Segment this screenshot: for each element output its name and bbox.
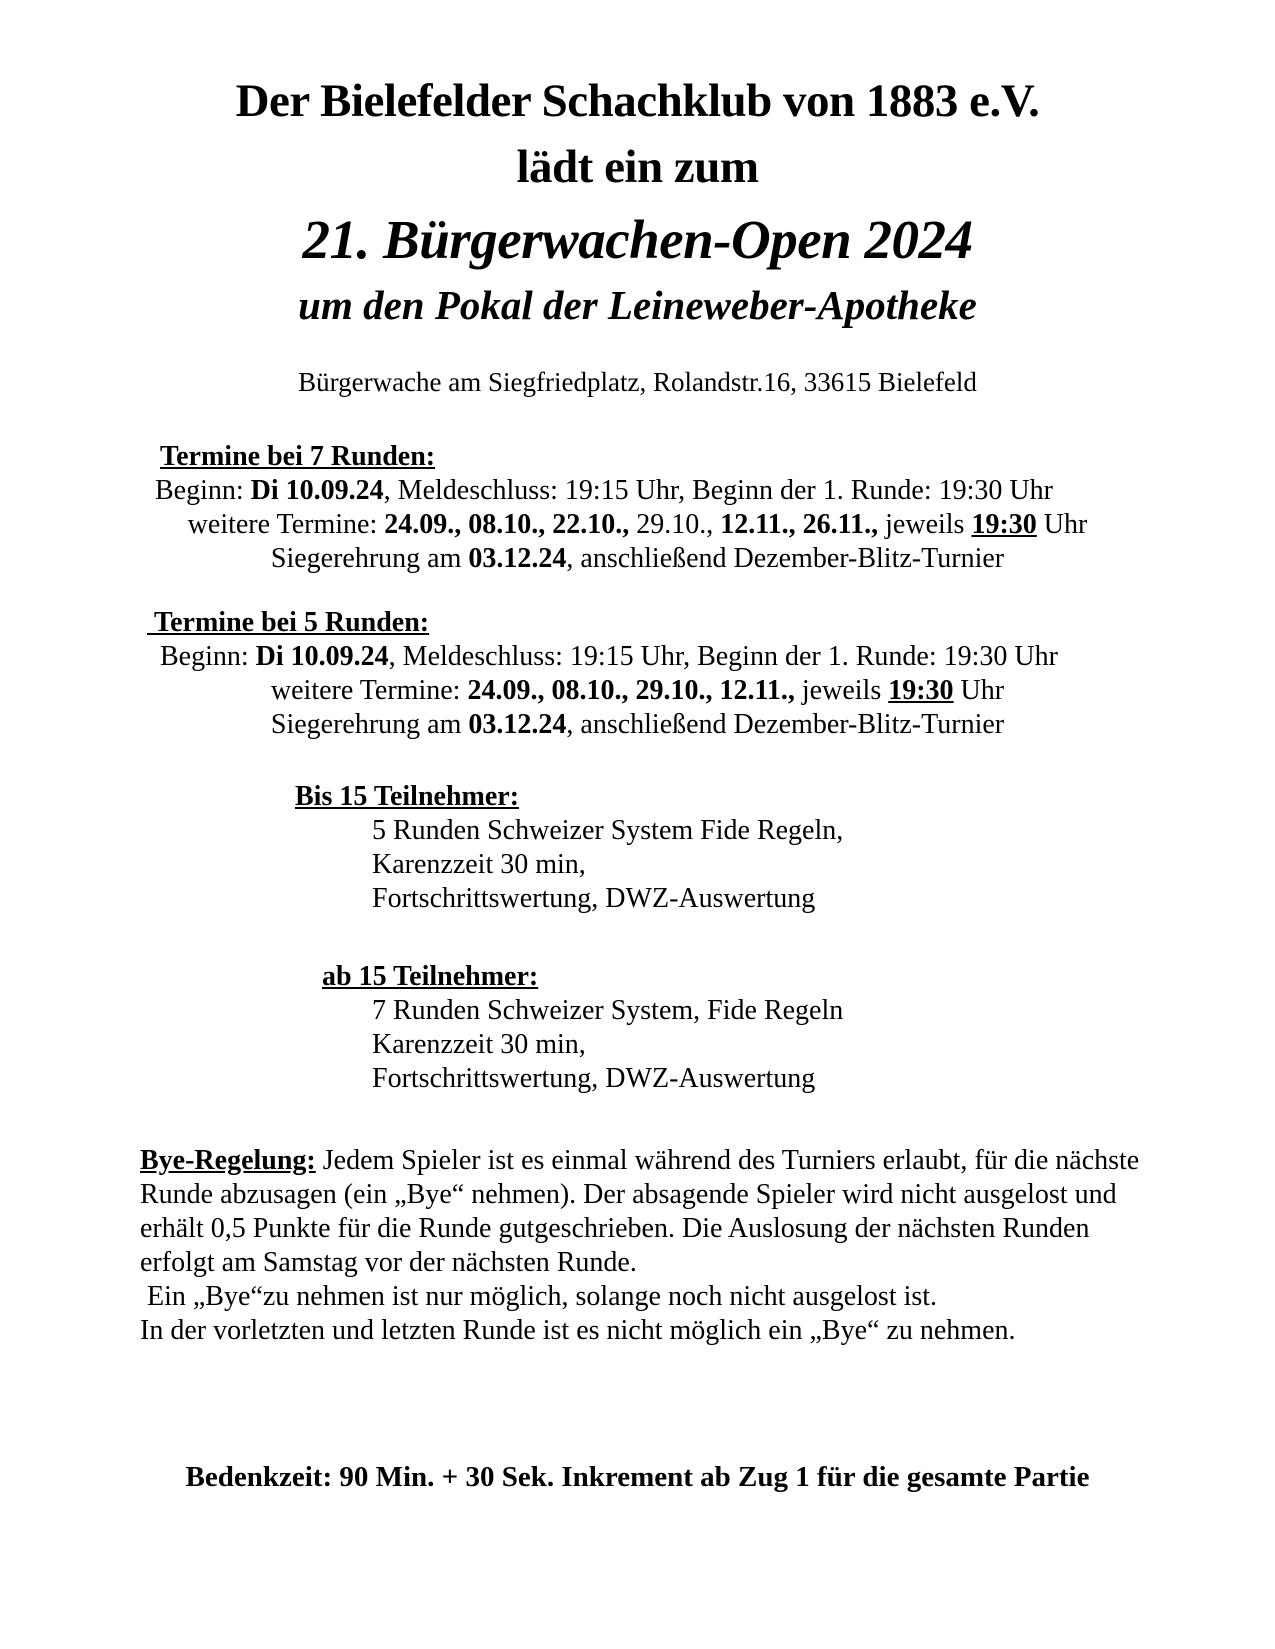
five-rounds-heading: Termine bei 5 Runden: (147, 607, 430, 638)
format-from-15-line-1: 7 Runden Schweizer System, Fide Regeln (372, 995, 844, 1026)
tournament-title: 21. Bürgerwachen-Open 2024 (302, 209, 973, 270)
venue-address: Bürgerwache am Siegfriedplatz, Rolandstr.16, 33615 Bielefeld (298, 367, 977, 397)
format-from-15-heading: ab 15 Teilnehmer: (322, 961, 539, 992)
invitation-line: lädt ein zum (516, 141, 759, 193)
format-up-to-15-line-3: Fortschrittswertung, DWZ-Auswertung (372, 883, 816, 914)
five-rounds-begin-line: Beginn: Di 10.09.24, Meldeschluss: 19:15 Uhr, Beginn der 1. Runde: 19:30 Uhr (160, 641, 1058, 672)
seven-rounds-begin-line: Beginn: Di 10.09.24, Meldeschluss: 19:15 Uhr, Beginn der 1. Runde: 19:30 Uhr (155, 475, 1053, 506)
flyer-header (0, 0, 1275, 200)
format-up-to-15-heading: Bis 15 Teilnehmer: (295, 781, 520, 812)
seven-rounds-award-line: Siegerehrung am 03.12.24, anschließend Dezember-Blitz-Turnier (270, 543, 1005, 574)
seven-rounds-section (0, 440, 1275, 576)
tournament-subtitle: um den Pokal der Leineweber-Apotheke (298, 282, 977, 328)
format-from-15-line-2: Karenzzeit 30 min, (372, 1029, 586, 1060)
format-from-15-section (0, 960, 1275, 1096)
seven-rounds-heading: Termine bei 7 Runden: (160, 441, 436, 472)
bye-rule-section (140, 1144, 1147, 1348)
five-rounds-section (0, 606, 1275, 742)
bye-rule-last-rounds-line: In der vorletzten und letzten Runde ist es nicht möglich ein „Bye“ zu nehmen. (140, 1315, 1016, 1346)
format-up-to-15-section (0, 780, 1275, 916)
seven-rounds-dates-line: weitere Termine: 24.09., 08.10., 22.10., 29.10., 12.11., 26.11., jeweils 19:30 Uhr (187, 509, 1088, 540)
format-from-15-line-3: Fortschrittswertung, DWZ-Auswertung (372, 1063, 816, 1094)
format-up-to-15-line-2: Karenzzeit 30 min, (372, 849, 586, 880)
five-rounds-dates-line: weitere Termine: 24.09., 08.10., 29.10., 12.11., jeweils 19:30 Uhr (270, 675, 1005, 706)
five-rounds-award-line: Siegerehrung am 03.12.24, anschließend Dezember-Blitz-Turnier (270, 709, 1005, 740)
format-up-to-15-line-1: 5 Runden Schweizer System Fide Regeln, (372, 815, 844, 846)
bye-rule-paragraph: Bye-Regelung: Jedem Spieler ist es einmal während des Turniers erlaubt, für die nächste Runde abzusagen (ein „Bye“ nehmen). Der absagende Spieler wird nicht ausgelost und erhält 0,5 Punkte für die Runde gutgeschrieben. Die Auslosung der nächsten Runden erfolgt am Samstag vor der nächsten Runde. (140, 1145, 1147, 1278)
time-control-line: Bedenkzeit: 90 Min. + 30 Sek. Inkrement ab Zug 1 für die gesamte Partie (185, 1461, 1090, 1493)
bye-rule-take-line: Ein „Bye“zu nehmen ist nur möglich, solange noch nicht ausgelost ist. (140, 1281, 938, 1312)
club-name: Der Bielefelder Schachklub von 1883 e.V. (235, 75, 1040, 127)
